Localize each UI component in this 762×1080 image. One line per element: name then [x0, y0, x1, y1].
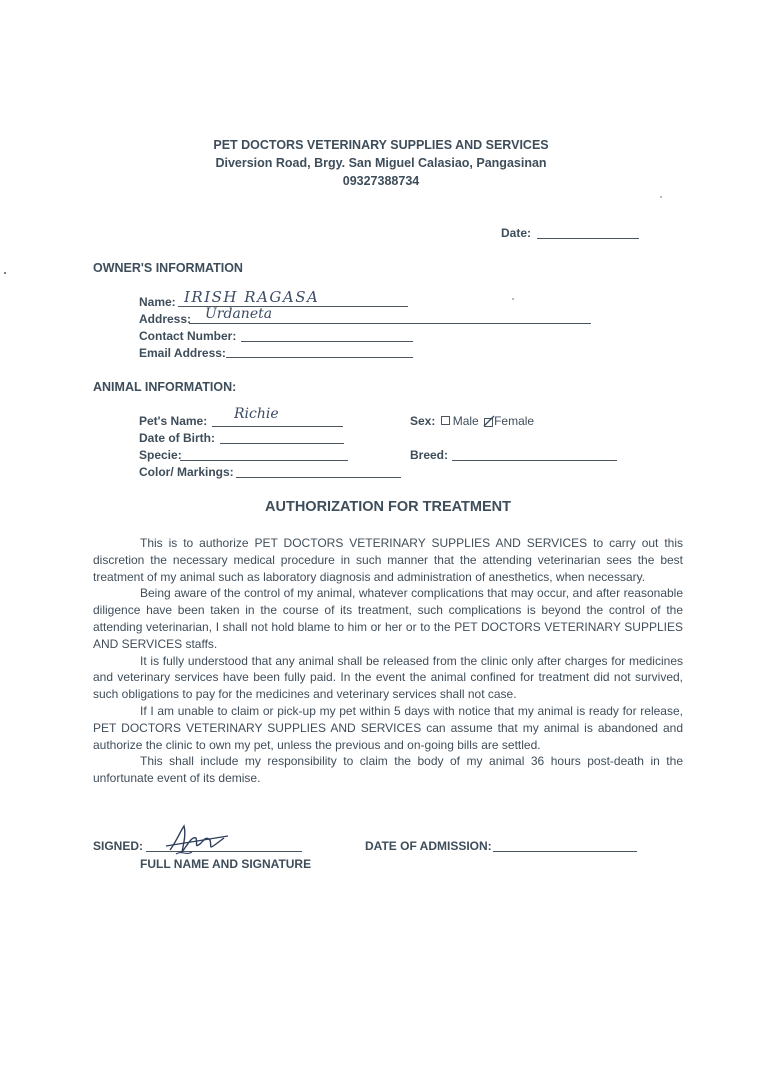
authorization-title: AUTHORIZATION FOR TREATMENT	[265, 499, 511, 515]
specie-line[interactable]	[180, 460, 348, 461]
owner-address-label: Address:	[139, 312, 192, 326]
date-line[interactable]	[537, 238, 639, 239]
business-address: Diversion Road, Brgy. San Miguel Calasiao, Pangasinan	[215, 156, 547, 170]
dob-line[interactable]	[220, 443, 344, 444]
authorization-paragraph: If I am unable to claim or pick-up my pet within 5 days with notice that my animal is ready for release, PET DOCTORS VETERINARY SUPPLIES AND SERVICES can assume that my animal is abandoned and authorize the clinic to own my pet, unless the previous and on-going bills are settled.	[93, 703, 683, 752]
male-option-label: Male	[452, 414, 479, 428]
pet-name-line[interactable]	[212, 426, 343, 427]
color-markings-line[interactable]	[236, 477, 401, 478]
authorization-paragraph: Being aware of the control of my animal, whatever complications that may occur, and after reasonable diligence have been taken in the course of its treatment, such complications is beyond the control of the attending veterinarian, I shall not hold blame to him or her or to the PET DOCTORS VETERINARY SUPPLIES AND SERVICES staffs.	[93, 586, 683, 651]
female-checkbox-mark[interactable]	[484, 415, 494, 425]
sex-label: Sex:	[410, 414, 436, 428]
pet-name-value: Richie	[234, 406, 279, 422]
dob-label: Date of Birth:	[139, 431, 215, 445]
signature-caption: FULL NAME AND SIGNATURE	[140, 857, 312, 871]
owner-email-label: Email Address:	[139, 346, 226, 360]
authorization-paragraph: It is fully understood that any animal shall be released from the clinic only after charges for medicines and veterinary services have been fully paid. In the event the animal confined for treatment did not survived, such obligations to pay for the medicines and veterinary services shall not case.	[93, 653, 683, 702]
handwritten-signature	[162, 820, 232, 860]
color-markings-label: Color/ Markings:	[139, 465, 234, 479]
owner-contact-line[interactable]	[241, 341, 413, 342]
signed-label: SIGNED:	[93, 839, 144, 853]
business-name: PET DOCTORS VETERINARY SUPPLIES AND SERVICES	[213, 138, 549, 152]
breed-line[interactable]	[452, 460, 617, 461]
date-of-admission-line[interactable]	[493, 851, 637, 852]
owner-section-heading: OWNER'S INFORMATION	[93, 261, 243, 275]
date-of-admission-label: DATE OF ADMISSION:	[365, 839, 492, 853]
owner-address-value: Urdaneta	[205, 306, 273, 322]
owner-email-line[interactable]	[226, 357, 413, 358]
date-label: Date:	[501, 226, 532, 240]
scan-speck	[4, 272, 6, 274]
animal-section-heading: ANIMAL INFORMATION:	[93, 380, 237, 394]
authorization-body	[93, 535, 683, 787]
owner-name-label: Name:	[139, 295, 176, 309]
breed-label: Breed:	[410, 448, 449, 462]
authorization-paragraph: This is to authorize PET DOCTORS VETERINARY SUPPLIES AND SERVICES to carry out this discretion the necessary medical procedure in such manner that the attending veterinarian sees the best treatment of my animal such as laboratory diagnosis and administration of anesthetics, when necessary.	[93, 536, 683, 584]
specie-label: Specie:	[139, 448, 182, 462]
scan-speck	[660, 196, 662, 198]
business-phone: 09327388734	[342, 174, 420, 188]
sex-field	[410, 414, 534, 428]
female-option-label: Female	[494, 414, 535, 428]
scan-speck	[512, 298, 514, 300]
owner-address-line[interactable]	[189, 323, 591, 324]
owner-name-value: IRISH RAGASA	[184, 288, 320, 306]
authorization-paragraph: This shall include my responsibility to claim the body of my animal 36 hours post-death in the unfortunate event of its demise.	[93, 754, 683, 786]
pet-name-label: Pet's Name:	[139, 414, 208, 428]
owner-contact-label: Contact Number:	[139, 329, 237, 343]
male-checkbox[interactable]	[441, 416, 450, 425]
